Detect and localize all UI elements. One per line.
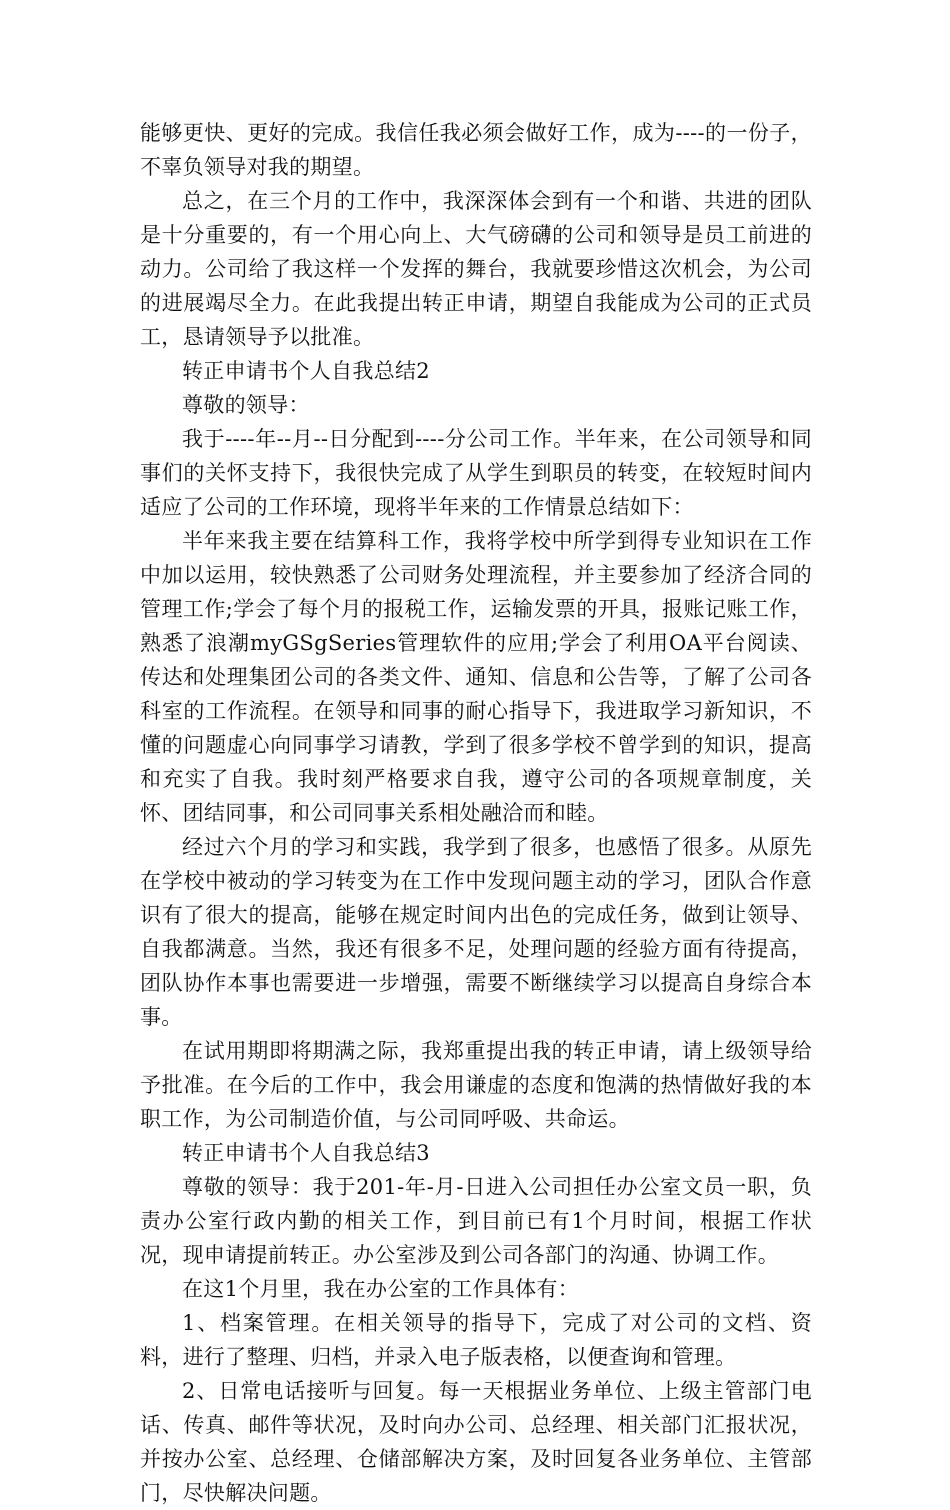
- paragraph: 总之，在三个月的工作中，我深深体会到有一个和谐、共进的团队是十分重要的，有一个用心向上、大气磅礴的公司和领导是员工前进的动力。公司给了我这样一个发挥的舞台，我就要珍惜这次机会，为公司的进展竭尽全力。在此我提出转正申请，期望自我能成为公司的正式员工，恳请领导予以批准。: [140, 189, 812, 349]
- section-heading: 转正申请书个人自我总结3: [182, 1141, 430, 1165]
- paragraph: 在试用期即将期满之际，我郑重提出我的转正申请，请上级领导给予批准。在今后的工作中，我会用谦虚的态度和饱满的热情做好我的本职工作，为公司制造价值，与公司同呼吸、共命运。: [140, 1039, 812, 1131]
- paragraph: 尊敬的领导：我于201-年-月-日进入公司担任办公室文员一职，负责办公室行政内勤的相关工作，到目前已有1个月时间，根据工作状况，现申请提前转正。办公室涉及到公司各部门的沟通、协调工作。: [140, 1175, 812, 1267]
- list-item: 1、档案管理。在相关领导的指导下，完成了对公司的文档、资料，进行了整理、归档，并录入电子版表格，以便查询和管理。: [140, 1311, 812, 1369]
- document-body: [140, 116, 812, 1510]
- paragraph: 我于----年--月--日分配到----分公司工作。半年来，在公司领导和同事们的关怀支持下，我很快完成了从学生到职员的转变，在较短时间内适应了公司的工作环境，现将半年来的工作情景总结如下：: [140, 427, 812, 519]
- salutation: 尊敬的领导：: [182, 393, 310, 417]
- section-heading: 转正申请书个人自我总结2: [182, 359, 430, 383]
- paragraph: 半年来我主要在结算科工作，我将学校中所学到得专业知识在工作中加以运用，较快熟悉了公司财务处理流程，并主要参加了经济合同的管理工作;学会了每个月的报税工作，运输发票的开具，报账记账工作，熟悉了浪潮myGSgSeries管理软件的应用;学会了利用OA平台阅读、传达和处理集团公司的各类文件、通知、信息和公告等，了解了公司各科室的工作流程。在领导和同事的耐心指导下，我进取学习新知识，不懂的问题虚心向同事学习请教，学到了很多学校不曾学到的知识，提高和充实了自我。我时刻严格要求自我，遵守公司的各项规章制度，关怀、团结同事，和公司同事关系相处融洽而和睦。: [140, 529, 812, 825]
- paragraph: 在这1个月里，我在办公室的工作具体有：: [182, 1277, 580, 1301]
- paragraph: 经过六个月的学习和实践，我学到了很多，也感悟了很多。从原先在学校中被动的学习转变为在工作中发现问题主动的学习，团队合作意识有了很大的提高，能够在规定时间内出色的完成任务，做到让领导、自我都满意。当然，我还有很多不足，处理问题的经验方面有待提高，团队协作本事也需要进一步增强，需要不断继续学习以提高自身综合本事。: [140, 835, 812, 1029]
- list-item: 2、日常电话接听与回复。每一天根据业务单位、上级主管部门电话、传真、邮件等状况，及时向办公司、总经理、相关部门汇报状况，并按办公室、总经理、仓储部解决方案，及时回复各业务单位、主管部门，尽快解决问题。: [140, 1379, 812, 1505]
- paragraph: 能够更快、更好的完成。我信任我必须会做好工作，成为----的一份子，不辜负领导对我的期望。: [140, 121, 812, 179]
